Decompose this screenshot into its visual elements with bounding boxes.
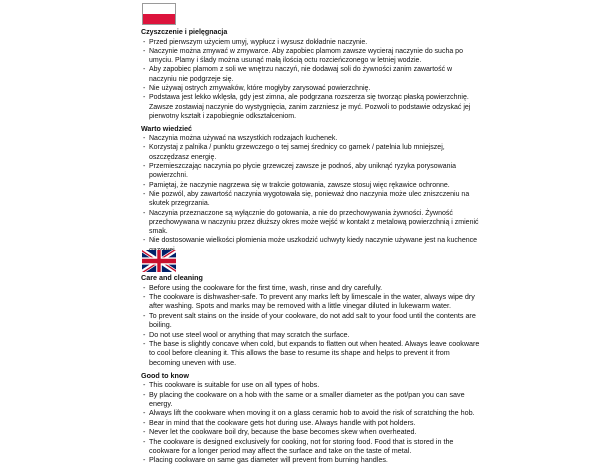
list-item: - Never let the cookware boil dry, because the base becomes skew when overheated. [143,427,417,437]
polish-good-to-know-list [141,134,481,255]
list-item: - The base is slightly concave when cold, but expands to flatten out when heated. Always leave cookware to cool before cleaning it. This allows the base to resume its shape and helps to prevent it from becoming uneven with use. [143,338,480,367]
english-care-list [141,283,481,368]
list-item: - The cookware is designed exclusively for cooking, not for storing food. Food that is stored in the cookware for a longer period may affect the surface and take on the taste of metal. [143,436,454,455]
polish-section [141,28,481,255]
list-item: - Nie dostosowanie wielkości płomienia może uszkodzić uchwyty kiedy naczynie używane jest na kuchence [143,237,477,245]
list-item: - Always lift the cookware when moving it on a glass ceramic hob to avoid the risk of scratching the hob. [143,408,475,418]
list-item: - Aby zapobiec plamom z soli we wnętrzu naczyń, nie dodawaj soli do żywności zanim zawartość w naczyniu nie podgrzeje się. [143,66,453,83]
list-item: - Korzystaj z palnika / punktu grzewczego o tej samej średnicy co garnek / patelnia lub mniejszej, oszczędzasz energię. [143,144,445,161]
list-item: - Nie pozwól, aby zawartość naczynia wygotowała się, ponieważ dno naczynia może ulec zniszczeniu na skutek przegrzania. [143,190,470,208]
list-item: - The cookware is dishwasher-safe. To prevent any marks left by limescale in the water, always wipe dry after washing. Spots and marks may be removed with a little vinegar diluted in lukewarm water. [143,291,475,311]
list-item: - Podstawa jest lekko wklęsła, gdy jest zimna, ale podgrzana rozszerza się tworząc płaską powierzchnię. Zawsze zostawiaj naczynie do wystygnięcia, zanim zarzniesz je myć. Pozwoli to podstawie odzyskać jej pierwotny kształt i zapobiegnie odkształceniom. [143,94,471,120]
list-item: - Placing cookware on same gas diameter will prevent from burning handles. [143,455,388,465]
list-item: - Do not use steel wool or anything that may scratch the surface. [143,329,350,339]
poland-flag-icon [142,3,176,25]
list-item: - This cookware is suitable for use on all types of hobs. [143,380,320,390]
list-item: - Bear in mind that the cookware gets hot during use. Always handle with pot holders. [143,417,416,427]
english-good-to-know-list [141,380,481,465]
uk-flag-icon [142,250,176,272]
list-item: - Naczynia przeznaczone są wyłącznie do gotowania, a nie do przechowywania żywności. Żywność przechowywana w naczyniu przez dłuższy okres może wejść w kontakt z metalową powierzchnią i zmienić smak. [143,209,479,236]
list-item: - To prevent salt stains on the inside of your cookware, do not add salt to your food until the contents are boiling. [143,310,476,330]
list-item: - Before using the cookware for the first time, wash, rinse and dry carefully. [143,282,383,292]
list-item: - Naczynia można używać na wszystkich rodzajach kuchenek. [143,135,338,143]
list-item: - Przemieszczając naczynia po płycie grzewczej zawsze je podnoś, aby uniknąć ryzyka porysowania powierzchni. [143,163,456,180]
list-item: - By placing the cookware on a hob with the same or a smaller diameter as the pot/pan you can save energy. [143,389,465,408]
polish-care-heading: Czyszczenie i pielęgnacja [141,28,228,36]
polish-care-list [141,38,481,122]
polish-good-to-know-heading: Warto wiedzieć [141,124,192,133]
list-item: - Nie używaj ostrych zmywaków, które mogłyby zarysować powierzchnię. [143,84,371,92]
english-good-to-know-heading: Good to know [141,370,189,380]
english-care-heading: Care and cleaning [141,273,203,282]
english-section [141,273,481,465]
list-item: - Przed pierwszym użyciem umyj, wypłucz i wysusz dokładnie naczynie. [143,38,368,46]
list-item: - Pamiętaj, że naczynie nagrzewa się w trakcie gotowania, zawsze stosuj więc rękawice ochronne. [143,181,450,189]
list-item: - Naczynie można zmywać w zmywarce. Aby zapobiec plamom zawsze wycieraj naczynie do sucha po umyciu. Plamy i ślady można usunąć małą ilością octu rozcieńczonego w letniej wodzie. [143,47,463,65]
